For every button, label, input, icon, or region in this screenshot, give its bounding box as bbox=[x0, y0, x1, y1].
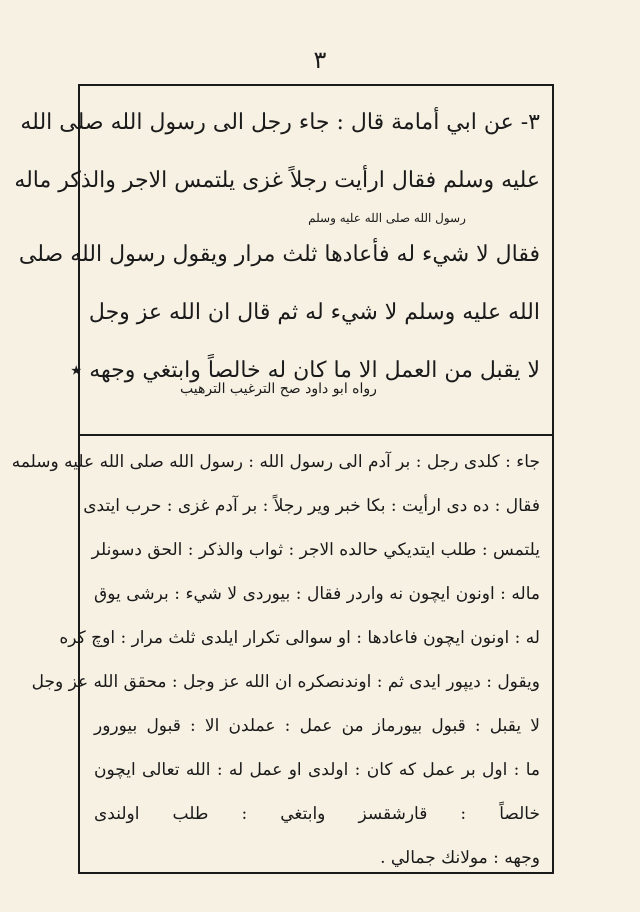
glossary-line: لا يقبل : قبول بيورماز من عمل : عملدن الا : قبول بيورور bbox=[94, 716, 540, 736]
page-number: ٣ bbox=[313, 46, 327, 74]
interlinear-note: رسول الله صلى الله عليه وسلم bbox=[308, 211, 466, 225]
glossary-line: يلتمس : طلب ايتديكي حالده الاجر : ثواب والذكر : الحق دسونلر bbox=[91, 540, 540, 560]
section-divider bbox=[80, 434, 552, 436]
glossary-line: خالصاً : قارشقسز وابتغي : طلب اولندى bbox=[94, 804, 540, 824]
hadith-line: فقال لا شيء له فأعادها ثلث مرار ويقول رسول الله صلى bbox=[18, 242, 540, 267]
glossary-line: ويقول : ديپور ايدى ثم : اوندنصكره ان الله عز وجل : محقق الله عز وجل bbox=[31, 672, 540, 692]
glossary bbox=[11, 440, 540, 880]
hadith-line: عليه وسلم فقال ارأيت رجلاً غزى يلتمس الاجر والذكر ماله bbox=[14, 168, 540, 193]
hadith-line: ٣- عن ابي أمامة قال : جاء رجل الى رسول الله صلى الله bbox=[20, 110, 540, 135]
hadith-source: رواه ابو داود صح الترغيب الترهيب bbox=[180, 381, 377, 397]
glossary-line: وجهه : مولانك جمالي . bbox=[380, 848, 540, 868]
glossary-line: جاء : كلدى رجل : بر آدم الى رسول الله : رسول الله صلى الله عليه وسلمه bbox=[11, 452, 540, 472]
hadith-text bbox=[14, 94, 540, 400]
glossary-line: له : اونون ايچون فاعادها : او سوالى تكرار ايلدى ثلث مرار : اوچ كره bbox=[59, 628, 540, 648]
glossary-line: فقال : ده دى ارأيت : بكا خبر وير رجلاً : بر آدم غزى : حرب ايتدى bbox=[83, 496, 540, 516]
hadith-line: الله عليه وسلم لا شيء له ثم قال ان الله عز وجل bbox=[88, 300, 540, 325]
glossary-line: ما : اول بر عمل كه كان : اولدى او عمل له : الله تعالى ايچون bbox=[94, 760, 540, 780]
glossary-line: ماله : اونون ايچون نه واردر فقال : بيوردى لا شيء : برشى يوق bbox=[94, 584, 540, 604]
hadith-line: لا يقبل من العمل الا ما كان له خالصاً وابتغي وجهه ٭ bbox=[70, 358, 540, 383]
